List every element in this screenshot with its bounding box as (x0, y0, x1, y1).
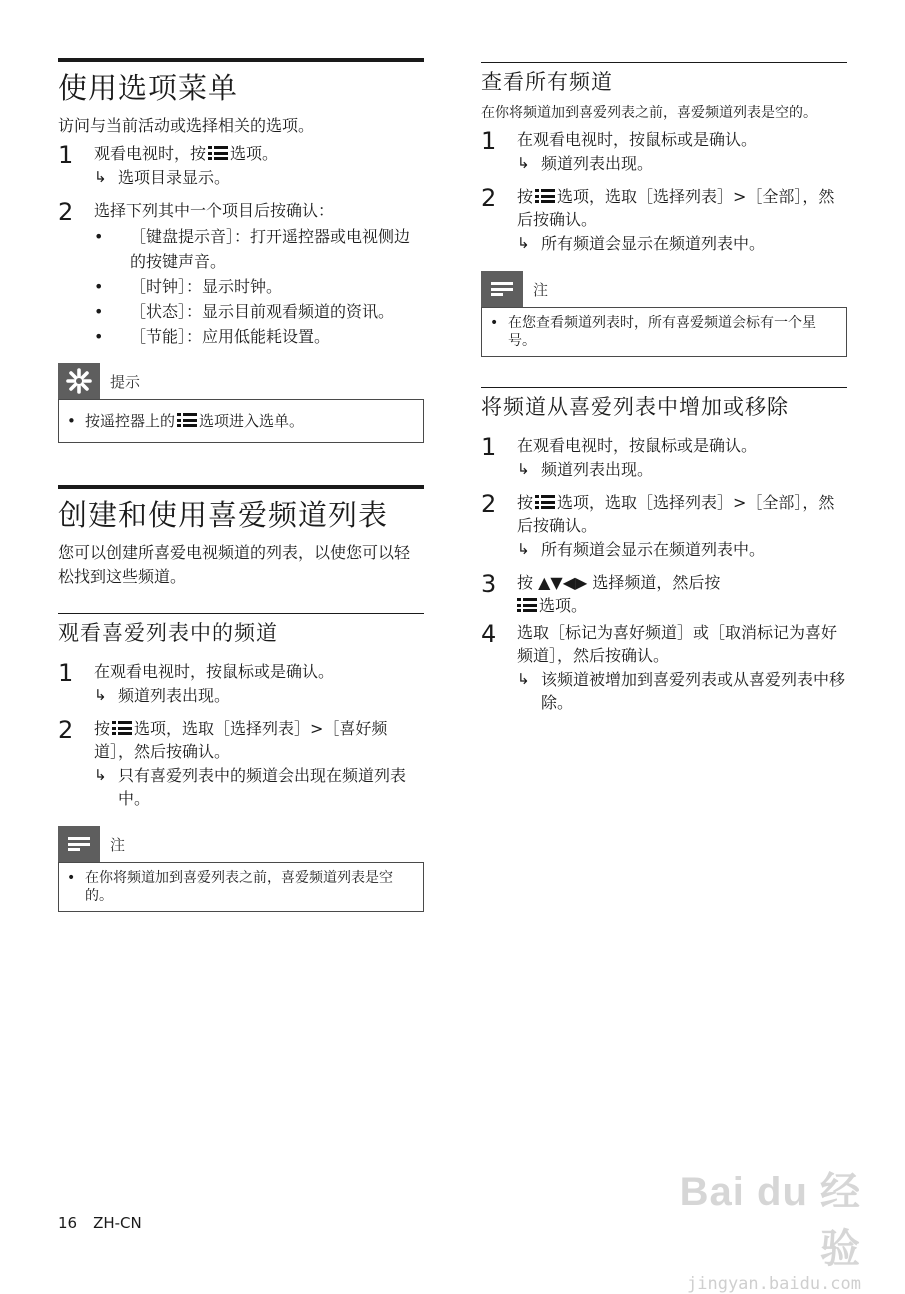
step-text: 选取［标记为喜好频道］或［取消标记为喜好频道］，然后按确认。 (517, 623, 838, 665)
step-result: 只有喜爱列表中的频道会出现在频道列表中。 (118, 766, 407, 808)
tip-box (58, 399, 424, 443)
note-text: 在你将频道加到喜爱列表之前，喜爱频道列表是空的。 (85, 870, 393, 904)
bullet-icon: • (94, 227, 104, 246)
step-number: 1 (481, 433, 497, 461)
note-lines-icon (58, 826, 100, 862)
note-label: 注 (533, 280, 549, 299)
menu-list-icon (535, 189, 555, 203)
step-result: 选项目录显示。 (118, 168, 231, 187)
result-arrow-icon: ↳ (94, 766, 107, 784)
section-intro: 访问与当前活动或选择相关的选项。 (58, 116, 315, 135)
bullet-icon: • (67, 412, 76, 430)
menu-list-icon (112, 721, 132, 735)
right-column (481, 0, 847, 714)
left-column (58, 0, 424, 912)
step-text-post: 选项，选取［选择列表］>［全部］，然后按确认。 (517, 493, 835, 535)
step-3 (481, 571, 847, 617)
section-intro: 在你将频道加到喜爱列表之前，喜爱频道列表是空的。 (481, 105, 817, 121)
step-2 (58, 199, 424, 349)
step-number: 1 (481, 127, 497, 155)
menu-list-icon (517, 598, 537, 612)
section-favourites (58, 485, 424, 589)
tip-label: 提示 (110, 372, 141, 391)
list-item: • ［时钟］：显示时钟。 (94, 274, 424, 299)
step-1 (58, 660, 424, 707)
step-number: 2 (481, 184, 497, 212)
step-text-pre: 按 (517, 493, 534, 512)
note-lines-icon (481, 271, 523, 307)
section-title: 创建和使用喜爱频道列表 (58, 485, 424, 535)
baidu-watermark (651, 1160, 861, 1294)
step-number: 4 (481, 620, 497, 648)
step-text: 在观看电视时，按鼠标或是确认。 (517, 436, 758, 455)
note-text: 在您查看频道列表时，所有喜爱频道会标有一个星号。 (508, 315, 816, 349)
step-number: 1 (58, 659, 74, 687)
page-footer (58, 1214, 158, 1232)
watermark-url: jingyan.baidu.com (687, 1274, 861, 1294)
menu-list-icon (208, 146, 228, 160)
note-label: 注 (110, 835, 126, 854)
section-watch-favourites (58, 613, 424, 912)
step-result: 频道列表出现。 (118, 686, 231, 705)
step-number: 2 (58, 716, 74, 744)
note-box (481, 307, 847, 357)
note-header (481, 271, 847, 307)
language-code: ZH-CN (93, 1214, 142, 1232)
step-1 (58, 142, 424, 189)
step-number: 1 (58, 141, 74, 169)
step-result: 所有频道会显示在频道列表中。 (541, 234, 766, 253)
note-box (58, 862, 424, 912)
menu-list-icon (177, 413, 197, 427)
note-header (58, 826, 424, 862)
result-arrow-icon: ↳ (517, 670, 530, 688)
step-result: 频道列表出现。 (541, 460, 654, 479)
step-text: 在观看电视时，按鼠标或是确认。 (94, 662, 335, 681)
section-title: 将频道从喜爱列表中增加或移除 (481, 387, 847, 422)
list-item: • ［状态］：显示目前观看频道的资讯。 (94, 299, 424, 324)
step-4 (481, 621, 847, 714)
step-text-pre: 按 (517, 187, 534, 206)
bullet-icon: • (490, 315, 499, 331)
step-2 (58, 717, 424, 810)
step-text-post: 选项。 (539, 596, 588, 615)
tip-header (58, 363, 424, 399)
result-arrow-icon: ↳ (94, 168, 107, 186)
step-text-pre: 按 ▲▼◀▶ 选择频道，然后按 (517, 573, 721, 592)
step-1 (481, 128, 847, 175)
step-result: 该频道被增加到喜爱列表或从喜爱列表中移除。 (541, 670, 846, 712)
list-item: • ［键盘提示音］：打开遥控器或电视侧边的按键声音。 (94, 224, 424, 274)
bullet-icon: • (94, 327, 104, 346)
step-text-post: 选项。 (230, 144, 279, 163)
list-item: • ［节能］：应用低能耗设置。 (94, 324, 424, 349)
step-number: 3 (481, 570, 497, 598)
section-options-menu (58, 58, 424, 443)
bullet-icon: • (94, 302, 104, 321)
result-arrow-icon: ↳ (517, 154, 530, 172)
section-view-all (481, 62, 847, 357)
step-text: 选择下列其中一个项目后按确认： (94, 201, 335, 220)
bullet-icon: • (67, 870, 76, 886)
result-arrow-icon: ↳ (94, 686, 107, 704)
page-number: 16 (58, 1214, 78, 1232)
section-title: 查看所有频道 (481, 62, 847, 97)
step-number: 2 (481, 490, 497, 518)
step-2 (481, 185, 847, 255)
step-text: 在观看电视时，按鼠标或是确认。 (517, 130, 758, 149)
section-intro: 您可以创建所喜爱电视频道的列表，以使您可以轻松找到这些频道。 (58, 543, 411, 586)
menu-list-icon (535, 495, 555, 509)
tip-text-pre: 按遥控器上的 (85, 412, 176, 430)
step-text-pre: 按 (94, 719, 111, 738)
watermark-logo: Bai du 经验 (679, 1170, 861, 1271)
result-arrow-icon: ↳ (517, 540, 530, 558)
result-arrow-icon: ↳ (517, 234, 530, 252)
result-arrow-icon: ↳ (517, 460, 530, 478)
asterisk-icon (58, 363, 100, 399)
section-title: 观看喜爱列表中的频道 (58, 613, 424, 648)
bullet-icon: • (94, 277, 104, 296)
step-result: 频道列表出现。 (541, 154, 654, 173)
step-number: 2 (58, 198, 74, 226)
step-2 (481, 491, 847, 561)
step-text-post: 选项，选取［选择列表］>［喜好频道］，然后按确认。 (94, 719, 388, 761)
step-result: 所有频道会显示在频道列表中。 (541, 540, 766, 559)
section-add-remove (481, 387, 847, 714)
step-1 (481, 434, 847, 481)
option-list (94, 224, 424, 349)
step-text-post: 选项，选取［选择列表］>［全部］，然后按确认。 (517, 187, 835, 229)
tip-text-post: 选项进入选单。 (199, 412, 305, 430)
section-title: 使用选项菜单 (58, 58, 424, 108)
step-text-pre: 观看电视时，按 (94, 144, 207, 163)
